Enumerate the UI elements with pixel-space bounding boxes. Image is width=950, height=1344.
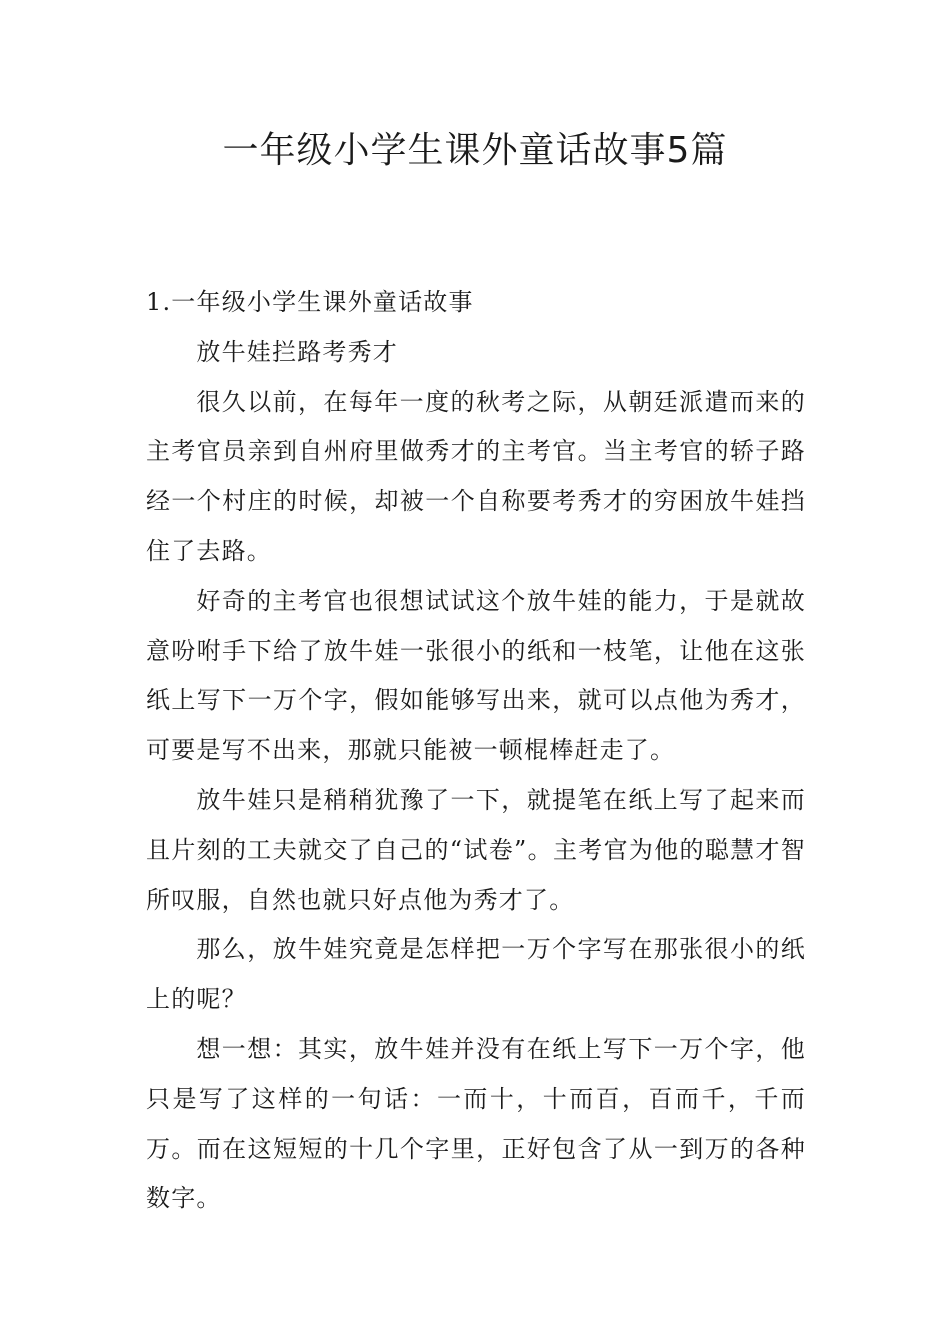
story-title: 放牛娃拦路考秀才 [196,337,398,366]
document-body [146,278,806,1224]
paragraph-1: 很久以前，在每年一度的秋考之际，从朝廷派遣而来的主考官员亲到自州府里做秀才的主考官。当主考官的轿子路经一个村庄的时候，却被一个自称要考秀才的穷困放牛娃挡住了去路。 [146,387,806,565]
section-heading: 1.一年级小学生课外童话故事 [146,288,474,316]
paragraph-4: 那么，放牛娃究竟是怎样把一万个字写在那张很小的纸上的呢？ [146,935,806,1014]
document-title: 一年级小学生课外童话故事5篇 [222,130,728,171]
paragraph-3: 放牛娃只是稍稍犹豫了一下，就提笔在纸上写了起来而且片刻的工夫就交了自己的“试卷”。主考官为他的聪慧才智所叹服，自然也就只好点他为秀才了。 [146,785,806,914]
paragraph-2: 好奇的主考官也很想试试这个放牛娃的能力，于是就故意吩咐手下给了放牛娃一张很小的纸和一枝笔，让他在这张纸上写下一万个字，假如能够写出来，就可以点他为秀才，可要是写不出来，那就只能被一顿棍棒赶走了。 [146,586,806,765]
paragraph-5: 想一想：其实，放牛娃并没有在纸上写下一万个字，他只是写了这样的一句话：一而十，十而百，百而千，千而万。而在这短短的十几个字里，正好包含了从一到万的各种数字。 [146,1034,806,1213]
